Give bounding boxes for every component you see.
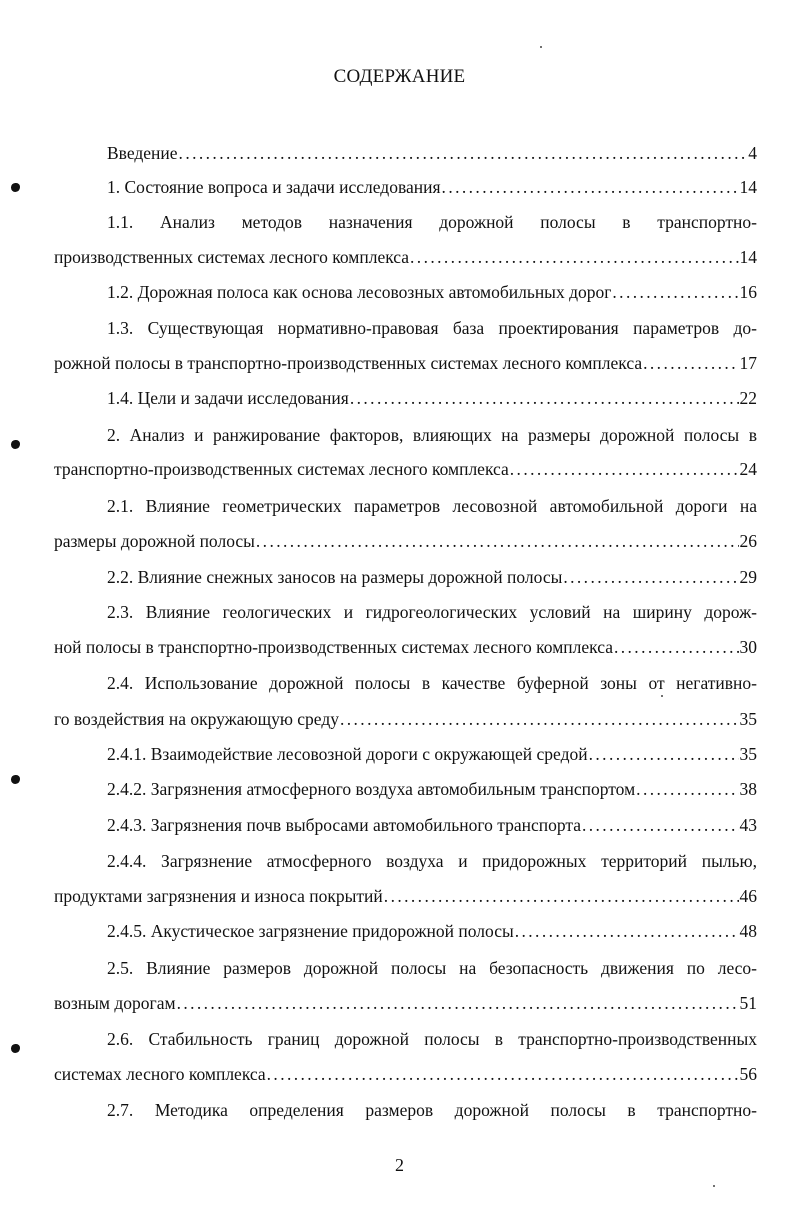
- dot-leader: [350, 385, 739, 411]
- toc-entry-text: возным дорогам: [54, 993, 176, 1013]
- toc-entry-text: производственных системах лесного комплекса: [54, 247, 410, 267]
- scan-speck: [661, 695, 663, 697]
- toc-entry-text: Введение: [107, 143, 178, 163]
- toc-page-number: 48: [739, 921, 757, 941]
- dot-leader: [582, 812, 739, 838]
- toc-entry-2-4-1[interactable]: [107, 741, 757, 767]
- toc-page-number: 26: [739, 531, 757, 551]
- page-number: 2: [395, 1155, 404, 1175]
- toc-entry-1-2[interactable]: [107, 279, 757, 305]
- toc-page-number: 46: [739, 886, 757, 906]
- dot-leader: [179, 140, 748, 166]
- dot-leader: [442, 174, 739, 200]
- toc-page-number: 14: [739, 177, 757, 197]
- toc-entry-text: продуктами загрязнения и износа покрытий: [54, 886, 383, 906]
- toc-entry-2-6-line-1[interactable]: 2.6. Стабильность границ дорожной полосы в транспортно-производственных: [107, 1029, 757, 1049]
- dot-leader: [410, 244, 738, 270]
- dot-leader: [643, 350, 738, 376]
- toc-entry-2-1-line-2[interactable]: [54, 528, 757, 554]
- toc-page-number: 29: [739, 567, 757, 587]
- toc-page-number: 51: [739, 993, 757, 1013]
- toc-entry-1-1-line-2[interactable]: [54, 244, 757, 270]
- toc-entry-2-2[interactable]: [107, 564, 757, 590]
- toc-entry-2-4-4-line-1[interactable]: 2.4.4. Загрязнение атмосферного воздуха и придорожных территорий пылью,: [107, 851, 757, 871]
- toc-entry-text: 2.4.3. Загрязнения почв выбросами автомобильного транспорта: [107, 815, 581, 835]
- toc-entry-2-4-line-1[interactable]: 2.4. Использование дорожной полосы в качестве буферной зоны от негативно-: [107, 673, 757, 693]
- toc-entry-2-4-5[interactable]: [107, 918, 757, 944]
- toc-page-number: 17: [739, 353, 757, 373]
- toc-entry-text: 2.2. Влияние снежных заносов на размеры дорожной полосы: [107, 567, 563, 587]
- toc-page-number: 43: [739, 815, 757, 835]
- dot-leader: [614, 634, 739, 660]
- dot-leader: [177, 990, 739, 1016]
- toc-entry-text: 1.4. Цели и задачи исследования: [107, 388, 349, 408]
- toc-page-number: 24: [739, 459, 757, 479]
- toc-entry-chapter-2-line-1[interactable]: 2. Анализ и ранжирование факторов, влияющих на размеры дорожной полосы в: [107, 425, 757, 445]
- dot-leader: [589, 741, 739, 767]
- dot-leader: [510, 456, 739, 482]
- binding-hole-mark: [11, 440, 20, 449]
- binding-hole-mark: [11, 1044, 20, 1053]
- toc-page-number: 4: [748, 143, 757, 163]
- dot-leader: [612, 279, 738, 305]
- dot-leader: [515, 918, 739, 944]
- toc-entry-chapter-2-line-2[interactable]: [54, 456, 757, 482]
- toc-page-number: 35: [739, 744, 757, 764]
- toc-entry-2-5-line-2[interactable]: [54, 990, 757, 1016]
- toc-entry-chapter-1[interactable]: [107, 174, 757, 200]
- toc-entry-2-6-line-2[interactable]: [54, 1061, 757, 1087]
- toc-entry-text: системах лесного комплекса: [54, 1064, 266, 1084]
- toc-entry-2-3-line-1[interactable]: 2.3. Влияние геологических и гидрогеологических условий на ширину дорож-: [107, 602, 757, 622]
- toc-entry-text: 2.4.5. Акустическое загрязнение придорожной полосы: [107, 921, 514, 941]
- toc-entry-introduction[interactable]: [107, 140, 757, 166]
- dot-leader: [256, 528, 739, 554]
- toc-entry-2-5-line-1[interactable]: 2.5. Влияние размеров дорожной полосы на безопасность движения по лесо-: [107, 958, 757, 978]
- toc-entry-text: 2.4.1. Взаимодействие лесовозной дороги с окружающей средой: [107, 744, 588, 764]
- toc-page-number: 56: [739, 1064, 757, 1084]
- toc-entry-1-1-line-1[interactable]: 1.1. Анализ методов назначения дорожной полосы в транспортно-: [107, 212, 757, 232]
- toc-entry-2-1-line-1[interactable]: 2.1. Влияние геометрических параметров лесовозной автомобильной дороги на: [107, 496, 757, 516]
- toc-entry-text: транспортно-производственных системах лесного комплекса: [54, 459, 509, 479]
- toc-entry-2-4-line-2[interactable]: [54, 706, 757, 732]
- binding-hole-mark: [11, 775, 20, 784]
- dot-leader: [563, 564, 738, 590]
- toc-entry-1-3-line-2[interactable]: [54, 350, 757, 376]
- toc-entry-text: ной полосы в транспортно-производственных системах лесного комплекса: [54, 637, 613, 657]
- toc-entry-text: размеры дорожной полосы: [54, 531, 255, 551]
- dot-leader: [340, 706, 739, 732]
- scan-speck: [713, 1185, 715, 1187]
- binding-hole-mark: [11, 183, 20, 192]
- toc-entry-text: 2.4.2. Загрязнения атмосферного воздуха автомобильным транспортом: [107, 779, 636, 799]
- toc-page-number: 38: [739, 779, 757, 799]
- dot-leader: [267, 1061, 739, 1087]
- toc-entry-2-4-2[interactable]: [107, 776, 757, 802]
- dot-leader: [384, 883, 739, 909]
- toc-entry-text: го воздействия на окружающую среду: [54, 709, 339, 729]
- toc-entry-2-7-line-1[interactable]: 2.7. Методика определения размеров дорожной полосы в транспортно-: [107, 1100, 757, 1120]
- toc-page-number: 14: [739, 247, 757, 267]
- toc-entry-text: 1. Состояние вопроса и задачи исследования: [107, 177, 441, 197]
- toc-entry-2-4-3[interactable]: [107, 812, 757, 838]
- dot-leader: [636, 776, 738, 802]
- toc-entry-2-4-4-line-2[interactable]: [54, 883, 757, 909]
- toc-entry-2-3-line-2[interactable]: [54, 634, 757, 660]
- toc-entry-text: рожной полосы в транспортно-производственных системах лесного комплекса: [54, 353, 643, 373]
- toc-page-number: 22: [739, 388, 757, 408]
- scan-speck: [540, 46, 542, 48]
- toc-page-number: 16: [739, 282, 757, 302]
- page-title: СОДЕРЖАНИЕ: [333, 66, 466, 87]
- toc-entry-1-3-line-1[interactable]: 1.3. Существующая нормативно-правовая база проектирования параметров до-: [107, 318, 757, 338]
- toc-page-number: 30: [739, 637, 757, 657]
- toc-entry-1-4[interactable]: [107, 385, 757, 411]
- toc-page-number: 35: [739, 709, 757, 729]
- toc-entry-text: 1.2. Дорожная полоса как основа лесовозных автомобильных дорог: [107, 282, 612, 302]
